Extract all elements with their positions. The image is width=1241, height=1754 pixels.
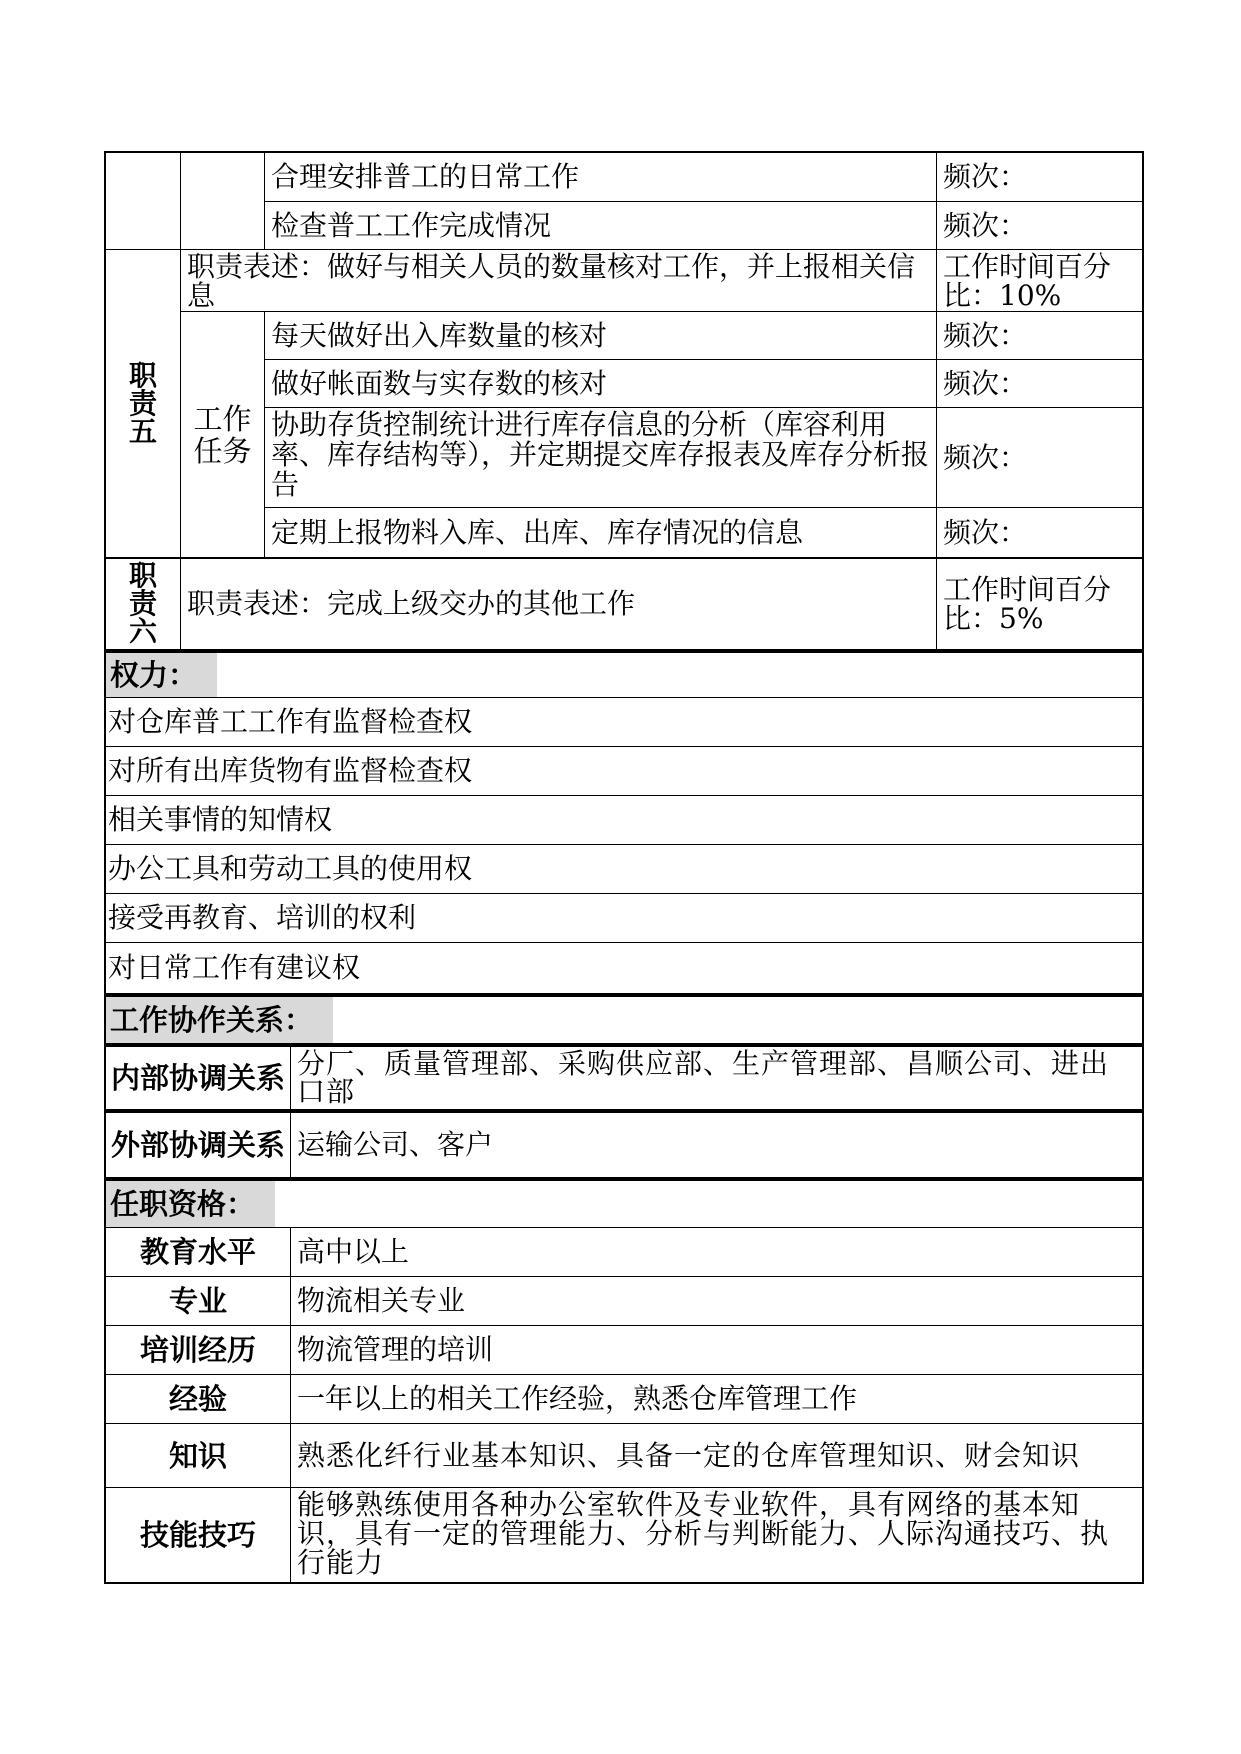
- table-row: 培训经历 物流管理的培训: [106, 1325, 1142, 1374]
- list-item: 接受再教育、培训的权利: [106, 893, 1142, 942]
- section-header: 任职资格：: [106, 1181, 275, 1227]
- internal-value-cell: 分厂、质量管理部、采购供应部、生产管理部、昌顺公司、进出口部: [290, 1047, 1142, 1109]
- task-text: 检查普工工作完成情况: [271, 208, 552, 242]
- table-row: 技能技巧 能够熟练使用各种办公室软件及专业软件，具有网络的基本知识，具有一定的管理能力、分析与判断能力、人际沟通技巧、执行能力: [106, 1487, 1142, 1582]
- section-header: 权力：: [106, 653, 217, 697]
- task-text: 合理安排普工的日常工作: [271, 160, 580, 193]
- duties-table: [104, 151, 1144, 651]
- table-row: 专业 物流相关专业: [106, 1276, 1142, 1325]
- authority-header-row: [106, 653, 1142, 697]
- authority-section: [104, 651, 1144, 995]
- task-text: 每天做好出入库数量的核对: [271, 318, 608, 352]
- table-row: 知识 熟悉化纤行业基本知识、具备一定的仓库管理知识、财会知识: [106, 1423, 1142, 1487]
- duty-six-label: 职责六: [128, 559, 157, 648]
- task-row: [264, 153, 936, 201]
- list-item: 对仓库普工工作有监督检查权: [106, 697, 1142, 746]
- internal-coordination: [104, 1045, 1144, 1111]
- task-row: [264, 201, 936, 249]
- duty-four-task-label-cell: [180, 153, 264, 249]
- list-item: 对所有出库货物有监督检查权: [106, 746, 1142, 795]
- section-header: 工作协作关系：: [106, 997, 333, 1043]
- cooperation-section: [104, 995, 1144, 1045]
- task-text: 协助存货控制统计进行库存信息的分析（库容利用率、库存结构等），并定期提交库存报表及库存分析报告: [271, 408, 930, 501]
- task-row: [264, 359, 936, 407]
- external-coordination: [104, 1111, 1144, 1179]
- external-value-cell: 运输公司、客户: [290, 1113, 1142, 1177]
- internal-label-cell: 内部协调关系: [110, 1060, 285, 1095]
- task-row: [264, 311, 936, 359]
- task-frequency: 频次：: [936, 507, 1142, 557]
- duty-six-label-cell: [106, 557, 180, 649]
- duty-six-description: 职责表述：完成上级交办的其他工作: [180, 557, 936, 649]
- duty-five-description: 职责表述：做好与相关人员的数量核对工作，并上报相关信息: [180, 249, 936, 311]
- task-text: 做好帐面数与实存数的核对: [271, 366, 608, 400]
- duty-five-label: 职责五: [128, 358, 157, 448]
- task-row: [264, 407, 936, 507]
- task-frequency: 频次：: [936, 359, 1142, 407]
- duty-five-label-cell: [106, 249, 180, 557]
- qualifications-header-row: [106, 1181, 1142, 1227]
- task-label: 工作任务: [193, 401, 252, 468]
- task-frequency: 频次：: [936, 311, 1142, 359]
- list-item: 对日常工作有建议权: [106, 942, 1142, 993]
- duty-four-label-cell: [106, 153, 180, 249]
- list-item: 办公工具和劳动工具的使用权: [106, 844, 1142, 893]
- table-row: 经验 一年以上的相关工作经验，熟悉仓库管理工作: [106, 1374, 1142, 1423]
- task-frequency: 频次：: [936, 201, 1142, 249]
- task-frequency: 频次：: [936, 153, 1142, 201]
- list-item: 相关事情的知情权: [106, 795, 1142, 844]
- duty-five-task-label-cell: [180, 311, 264, 557]
- qualifications-section: [104, 1179, 1144, 1584]
- task-text: 定期上报物料入库、出库、库存情况的信息: [271, 515, 804, 549]
- external-label-cell: 外部协调关系: [110, 1127, 285, 1162]
- table-row: 教育水平 高中以上: [106, 1227, 1142, 1276]
- duty-five-percent: 工作时间百分比：10%: [936, 249, 1142, 311]
- task-frequency: 频次：: [936, 407, 1142, 507]
- task-row: [264, 507, 936, 557]
- duty-six-percent: 工作时间百分比：5%: [936, 557, 1142, 649]
